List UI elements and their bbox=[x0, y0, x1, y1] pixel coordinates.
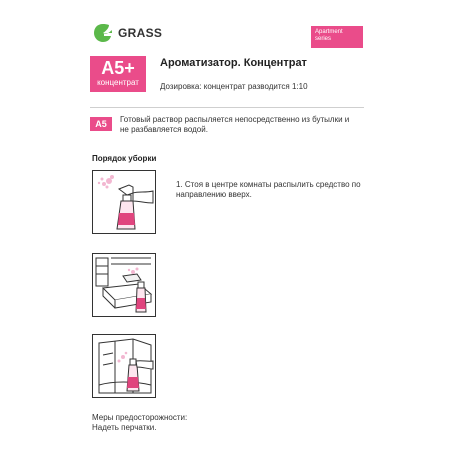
brand-logo bbox=[92, 22, 162, 44]
series-badge-line1: Apartment bbox=[315, 29, 343, 35]
variant-description: Готовый раствор распыляется непосредственно из бутылки и не разбавляется водой. bbox=[120, 115, 350, 134]
shower-cabin-spray-icon bbox=[93, 335, 155, 397]
product-code: A5+ bbox=[101, 58, 135, 78]
bedroom-spray-icon bbox=[93, 254, 155, 316]
step-illustration-shower bbox=[92, 334, 156, 398]
series-badge-line2: series bbox=[315, 36, 332, 42]
procedure-title: Порядок уборки bbox=[92, 154, 157, 163]
procedure-step-1: 1. Стоя в центре комнаты распылить средство по направлению вверх. bbox=[176, 180, 361, 199]
product-kind: концентрат bbox=[97, 78, 139, 87]
series-badge bbox=[311, 26, 363, 48]
variant-code-badge: A5 bbox=[90, 117, 112, 131]
brand-name: GRASS bbox=[118, 26, 163, 40]
spray-bottle-icon bbox=[93, 171, 155, 233]
divider bbox=[90, 107, 364, 108]
dosage-text: Дозировка: концентрат разводится 1:10 bbox=[160, 82, 308, 91]
precautions-title: Меры предосторожности: bbox=[92, 413, 188, 422]
grass-g-logo-icon bbox=[92, 22, 114, 44]
precautions-text: Надеть перчатки. bbox=[92, 423, 157, 432]
product-title: Ароматизатор. Концентрат bbox=[160, 57, 307, 69]
precautions bbox=[92, 413, 187, 433]
product-code-badge bbox=[90, 56, 146, 92]
step-illustration-bedroom bbox=[92, 253, 156, 317]
step-illustration-spray bbox=[92, 170, 156, 234]
